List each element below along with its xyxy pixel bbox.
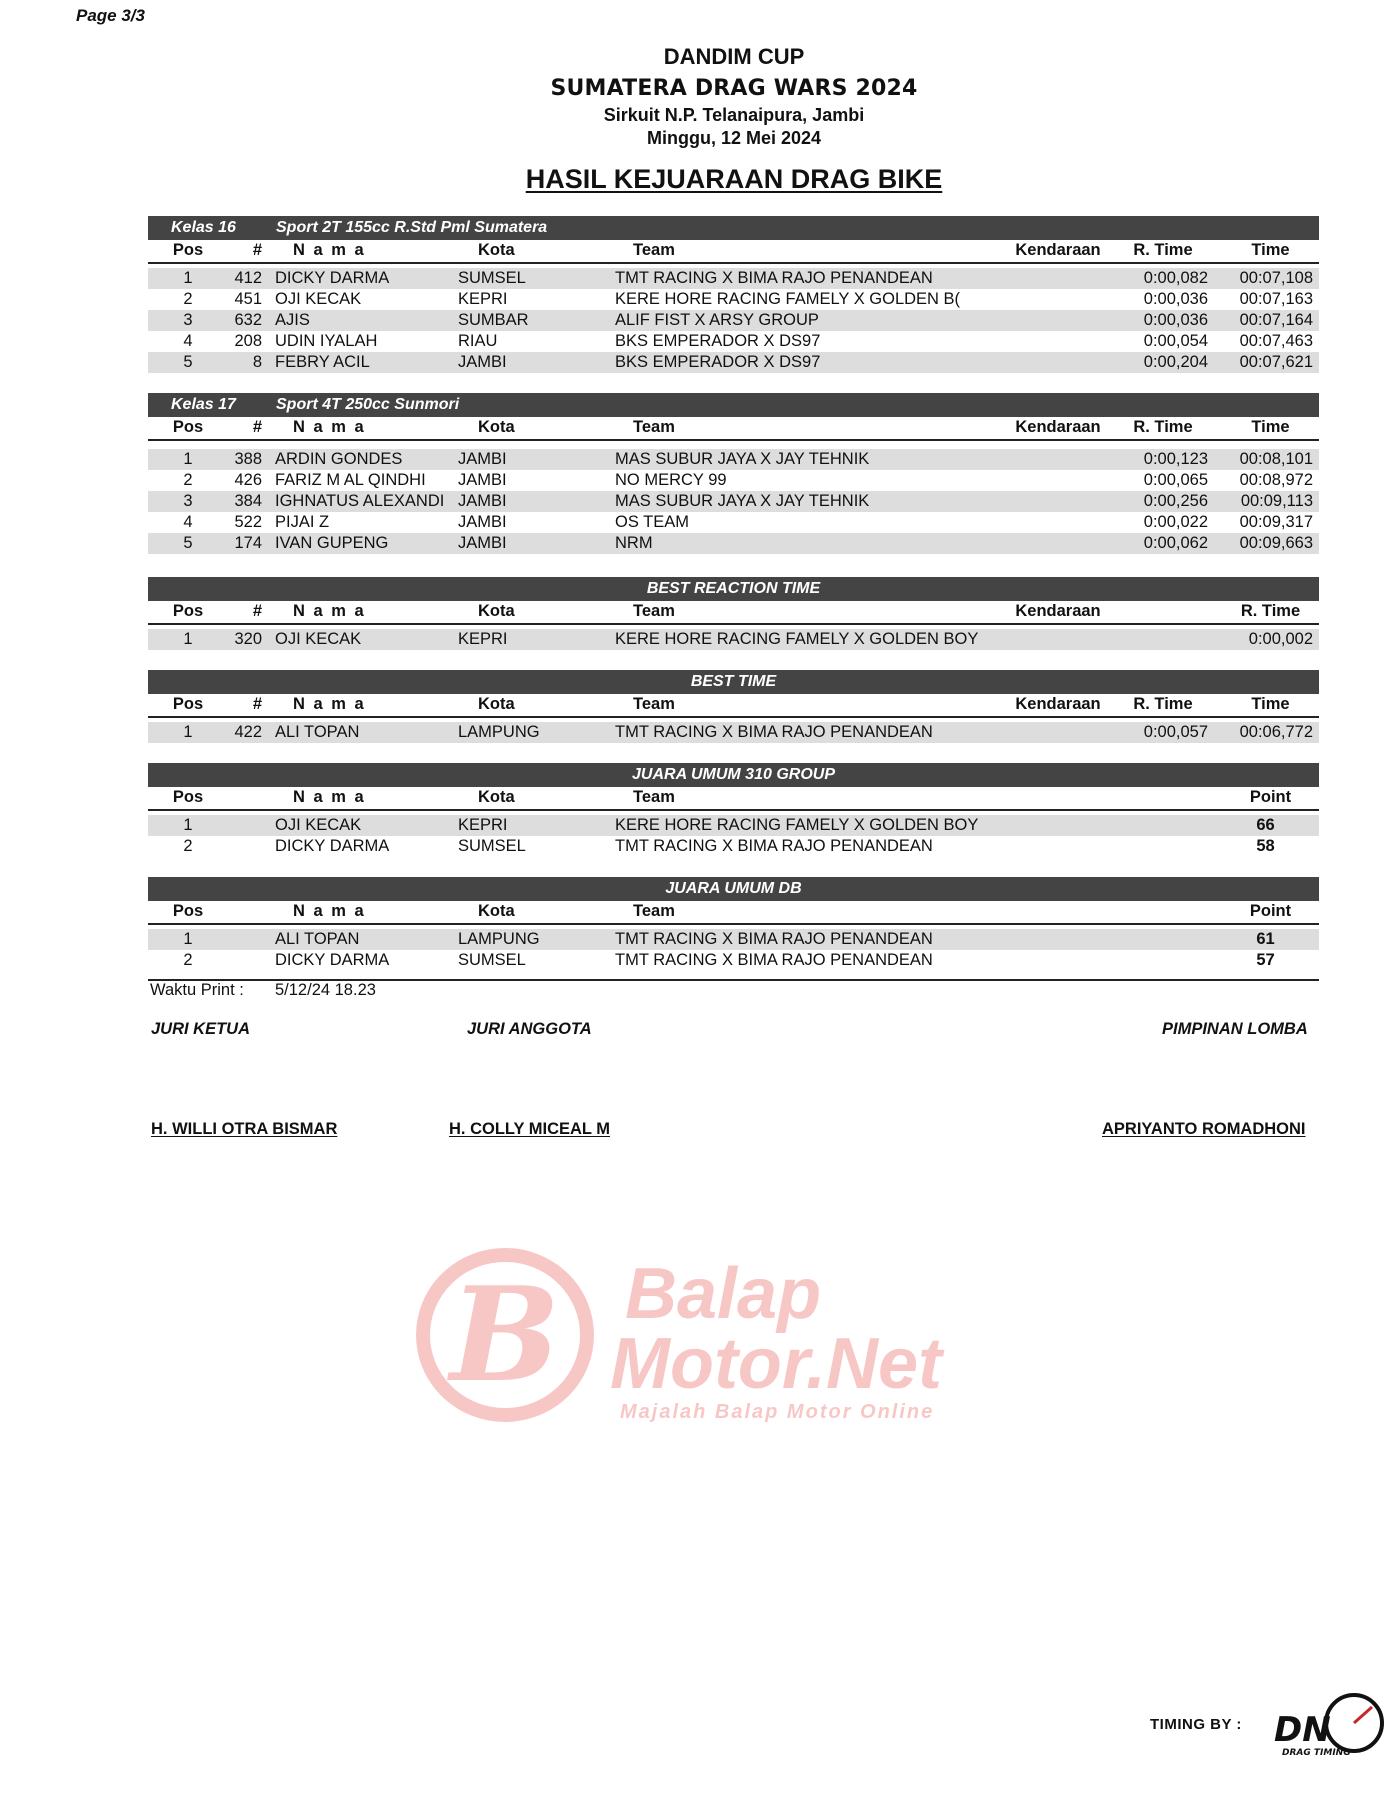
col-rtime: R. Time — [1240, 602, 1301, 620]
section-title: BEST TIME — [690, 673, 777, 690]
cell-pos: 2 — [183, 471, 193, 489]
page-number: Page 3/3 — [76, 6, 145, 25]
col-rtime: R. Time — [1133, 418, 1193, 436]
cell-team: OS TEAM — [615, 513, 689, 531]
cell-num: 632 — [234, 311, 262, 329]
cell-kota: SUMSEL — [458, 951, 526, 969]
cell-nama: AJIS — [275, 311, 310, 329]
print-time-label: Waktu Print : — [150, 981, 244, 999]
cell-time: 00:07,164 — [1239, 311, 1313, 329]
cell-time: 00:06,772 — [1239, 723, 1313, 741]
col-nama: N a m a — [293, 241, 366, 259]
col-nama: N a m a — [293, 788, 366, 806]
results-list — [148, 629, 1319, 650]
col-kendaraan: Kendaraan — [1015, 418, 1101, 436]
col-kendaraan: Kendaraan — [1015, 695, 1101, 713]
cell-num: 174 — [234, 534, 262, 552]
col-kota: Kota — [478, 788, 515, 806]
cell-rtime: 0:00,204 — [1143, 353, 1208, 371]
pimpinan-lomba-title: PIMPINAN LOMBA — [1162, 1020, 1308, 1038]
cell-kota: KEPRI — [458, 630, 508, 648]
cell-rtime: 0:00,123 — [1143, 450, 1208, 468]
juara-umum-310-section — [148, 763, 1319, 857]
table-row — [148, 836, 1319, 857]
cell-rtime: 0:00,036 — [1143, 290, 1208, 308]
table-row — [148, 491, 1319, 512]
cell-time: 00:09,113 — [1240, 492, 1313, 510]
col-num: # — [252, 602, 262, 620]
table-row — [148, 929, 1319, 950]
cell-nama: FEBRY ACIL — [275, 353, 370, 371]
cell-time: 00:08,972 — [1239, 471, 1313, 489]
cell-num: 320 — [234, 630, 262, 648]
col-pos: Pos — [172, 602, 204, 620]
cell-point: 66 — [1256, 816, 1275, 834]
col-pos: Pos — [172, 695, 204, 713]
column-header-row — [148, 787, 1319, 811]
juri-anggota-name: H. COLLY MICEAL M — [449, 1120, 611, 1138]
col-pos: Pos — [172, 788, 204, 806]
cell-num: 208 — [234, 332, 262, 350]
juara-umum-db-section — [148, 877, 1319, 971]
event-venue: Sirkuit N.P. Telanaipura, Jambi — [603, 105, 865, 125]
cell-pos: 1 — [183, 450, 193, 468]
col-kota: Kota — [478, 902, 515, 920]
col-num: # — [252, 418, 262, 436]
cell-kota: LAMPUNG — [458, 723, 540, 741]
cell-point: 61 — [1256, 930, 1275, 948]
cell-team: ALIF FIST X ARSY GROUP — [615, 311, 819, 329]
col-kota: Kota — [478, 241, 515, 259]
timing-label: TIMING BY : — [1150, 1716, 1242, 1733]
watermark-line1: Balap — [625, 1254, 822, 1334]
cell-pos: 3 — [183, 492, 193, 510]
class-number: Kelas 16 — [171, 219, 236, 236]
standings-list — [148, 929, 1319, 971]
col-kota: Kota — [478, 418, 515, 436]
cell-rtime: 0:00,057 — [1143, 723, 1208, 741]
cell-team: TMT RACING X BIMA RAJO PENANDEAN — [615, 837, 933, 855]
col-team: Team — [633, 602, 675, 620]
cell-num: 451 — [234, 290, 262, 308]
col-kota: Kota — [478, 602, 515, 620]
cell-time: 00:07,621 — [1239, 353, 1313, 371]
cell-point: 57 — [1256, 951, 1275, 969]
juri-anggota-title: JURI ANGGOTA — [467, 1020, 592, 1038]
cell-nama: OJI KECAK — [275, 816, 362, 834]
cell-team: KERE HORE RACING FAMELY X GOLDEN BOY — [615, 816, 979, 834]
col-nama: N a m a — [293, 418, 366, 436]
col-rtime: R. Time — [1133, 695, 1193, 713]
cell-point: 58 — [1256, 837, 1275, 855]
cell-team: NRM — [615, 534, 653, 552]
col-pos: Pos — [172, 902, 204, 920]
table-row — [148, 629, 1319, 650]
cell-num: 422 — [234, 723, 262, 741]
col-kota: Kota — [478, 695, 515, 713]
cell-time: 00:08,101 — [1239, 450, 1313, 468]
cell-pos: 2 — [183, 951, 193, 969]
cell-time: 00:09,663 — [1239, 534, 1313, 552]
col-kendaraan: Kendaraan — [1015, 602, 1101, 620]
class-name: Sport 4T 250cc Sunmori — [276, 396, 460, 413]
cell-kota: JAMBI — [458, 534, 507, 552]
cell-kota: JAMBI — [458, 353, 507, 371]
section-title: JUARA UMUM DB — [665, 880, 802, 897]
cell-kota: KEPRI — [458, 290, 508, 308]
cell-kota: RIAU — [458, 332, 498, 350]
class-name: Sport 2T 155cc R.Std Pml Sumatera — [276, 219, 548, 236]
col-nama: N a m a — [293, 602, 366, 620]
cell-num: 8 — [252, 353, 262, 371]
cell-rtime: 0:00,062 — [1143, 534, 1208, 552]
cell-pos: 3 — [183, 311, 193, 329]
cell-pos: 4 — [183, 332, 193, 350]
cell-time: 00:07,163 — [1239, 290, 1313, 308]
cell-pos: 1 — [183, 269, 193, 287]
table-row — [148, 289, 1319, 310]
print-time-value: 5/12/24 18.23 — [275, 981, 376, 999]
table-row — [148, 950, 1319, 971]
section-title: BEST REACTION TIME — [646, 580, 821, 597]
col-rtime: R. Time — [1133, 241, 1193, 259]
col-pos: Pos — [172, 418, 204, 436]
cell-nama: DICKY DARMA — [275, 837, 390, 855]
col-point: Point — [1249, 902, 1292, 920]
class-band — [148, 216, 1319, 240]
table-row — [148, 310, 1319, 331]
cell-nama: ALI TOPAN — [275, 723, 360, 741]
cell-pos: 5 — [183, 534, 193, 552]
column-header-row — [148, 417, 1319, 441]
col-team: Team — [633, 418, 675, 436]
cell-kota: JAMBI — [458, 471, 507, 489]
table-row — [148, 533, 1319, 554]
document-title: HASIL KEJUARAAN DRAG BIKE — [525, 164, 943, 194]
col-team: Team — [633, 241, 675, 259]
watermark-line2: Motor.Net — [610, 1324, 942, 1404]
cell-num: 412 — [234, 269, 262, 287]
cell-team: KERE HORE RACING FAMELY X GOLDEN B( — [615, 290, 961, 308]
table-row — [148, 449, 1319, 470]
cell-rtime: 0:00,054 — [1143, 332, 1208, 350]
cell-time: 00:09,317 — [1239, 513, 1313, 531]
cell-rtime: 0:00,065 — [1143, 471, 1208, 489]
cell-nama: ALI TOPAN — [275, 930, 360, 948]
cell-nama: DICKY DARMA — [275, 951, 390, 969]
juri-ketua-title: JURI KETUA — [151, 1020, 251, 1038]
timing-logo-text: DN — [1274, 1710, 1331, 1750]
cell-kota: JAMBI — [458, 492, 507, 510]
cell-pos: 2 — [183, 837, 193, 855]
cell-kota: KEPRI — [458, 816, 508, 834]
results-list — [148, 722, 1319, 743]
cell-kota: LAMPUNG — [458, 930, 540, 948]
cell-kota: JAMBI — [458, 450, 507, 468]
cell-nama: DICKY DARMA — [275, 269, 390, 287]
table-row — [148, 470, 1319, 491]
cell-num: 522 — [234, 513, 262, 531]
cell-pos: 1 — [183, 816, 193, 834]
col-num: # — [252, 241, 262, 259]
event-date: Minggu, 12 Mei 2024 — [646, 128, 822, 148]
cell-nama: IGHNATUS ALEXANDI — [275, 492, 445, 510]
cell-num: 388 — [234, 450, 262, 468]
col-team: Team — [633, 695, 675, 713]
cell-nama: FARIZ M AL QINDHI — [275, 471, 426, 489]
svg-text:B: B — [450, 1258, 560, 1411]
table-row — [148, 268, 1319, 289]
class-band — [148, 393, 1319, 417]
cell-kota: JAMBI — [458, 513, 507, 531]
column-header-row — [148, 240, 1319, 264]
watermark-tagline: Majalah Balap Motor Online — [620, 1401, 935, 1423]
cell-nama: OJI KECAK — [275, 630, 362, 648]
table-row — [148, 352, 1319, 373]
cell-team: TMT RACING X BIMA RAJO PENANDEAN — [615, 723, 933, 741]
table-row — [148, 815, 1319, 836]
cell-team: TMT RACING X BIMA RAJO PENANDEAN — [615, 951, 933, 969]
cell-time: 00:07,463 — [1239, 332, 1313, 350]
col-time: Time — [1251, 241, 1290, 259]
section-band — [148, 577, 1319, 601]
column-header-row — [148, 601, 1319, 625]
col-time: Time — [1251, 418, 1290, 436]
class-number: Kelas 17 — [171, 396, 236, 413]
dn-drag-timing-logo — [1262, 1693, 1394, 1761]
cell-time: 00:07,108 — [1239, 269, 1313, 287]
results-list — [148, 268, 1319, 373]
cell-rtime: 0:00,082 — [1143, 269, 1208, 287]
pimpinan-lomba-name: APRIYANTO ROMADHONI — [1102, 1120, 1306, 1138]
event-name: DANDIM CUP — [663, 44, 805, 69]
col-num: # — [252, 695, 262, 713]
col-nama: N a m a — [293, 902, 366, 920]
juri-ketua-name: H. WILLI OTRA BISMAR — [151, 1120, 338, 1138]
column-header-row — [148, 694, 1319, 718]
cell-team: BKS EMPERADOR X DS97 — [615, 353, 821, 371]
cell-nama: ARDIN GONDES — [275, 450, 403, 468]
col-pos: Pos — [172, 241, 204, 259]
balapmotor-watermark-logo — [410, 1240, 1060, 1430]
col-team: Team — [633, 902, 675, 920]
cell-team: NO MERCY 99 — [615, 471, 727, 489]
cell-num: 384 — [234, 492, 262, 510]
cell-kota: SUMSEL — [458, 837, 526, 855]
cell-rtime: 0:00,036 — [1143, 311, 1208, 329]
col-point: Point — [1249, 788, 1292, 806]
col-kendaraan: Kendaraan — [1015, 241, 1101, 259]
cell-pos: 5 — [183, 353, 193, 371]
section-band — [148, 670, 1319, 694]
cell-nama: UDIN IYALAH — [275, 332, 378, 350]
cell-kota: SUMSEL — [458, 269, 526, 287]
cell-rtime: 0:00,022 — [1143, 513, 1208, 531]
cell-team: TMT RACING X BIMA RAJO PENANDEAN — [615, 930, 933, 948]
cell-pos: 1 — [183, 723, 193, 741]
table-row — [148, 722, 1319, 743]
cell-team: BKS EMPERADOR X DS97 — [615, 332, 821, 350]
cell-rtime: 0:00,002 — [1248, 630, 1313, 648]
kelas-16-section — [148, 216, 1319, 373]
table-row — [148, 331, 1319, 352]
kelas-17-section — [148, 393, 1319, 554]
cell-nama: PIJAI Z — [275, 513, 330, 531]
cell-num: 426 — [234, 471, 262, 489]
cell-team: MAS SUBUR JAYA X JAY TEHNIK — [615, 492, 870, 510]
cell-team: TMT RACING X BIMA RAJO PENANDEAN — [615, 269, 933, 287]
col-nama: N a m a — [293, 695, 366, 713]
section-band — [148, 763, 1319, 787]
cell-team: MAS SUBUR JAYA X JAY TEHNIK — [615, 450, 870, 468]
timing-logo-sub: DRAG TIMING — [1282, 1748, 1351, 1758]
cell-nama: OJI KECAK — [275, 290, 362, 308]
col-time: Time — [1251, 695, 1290, 713]
cell-nama: IVAN GUPENG — [275, 534, 389, 552]
cell-kota: SUMBAR — [458, 311, 529, 329]
section-title: JUARA UMUM 310 GROUP — [632, 766, 835, 783]
section-band — [148, 877, 1319, 901]
column-header-row — [148, 901, 1319, 925]
cell-rtime: 0:00,256 — [1143, 492, 1208, 510]
table-row — [148, 512, 1319, 533]
best-time-section — [148, 670, 1319, 743]
results-list — [148, 449, 1319, 554]
best-reaction-section — [148, 577, 1319, 650]
cell-pos: 1 — [183, 930, 193, 948]
cell-pos: 1 — [183, 630, 193, 648]
event-series: SUMATERA DRAG WARS 2024 — [550, 76, 918, 101]
cell-pos: 2 — [183, 290, 193, 308]
col-team: Team — [633, 788, 675, 806]
standings-list — [148, 815, 1319, 857]
cell-pos: 4 — [183, 513, 193, 531]
cell-team: KERE HORE RACING FAMELY X GOLDEN BOY — [615, 630, 979, 648]
